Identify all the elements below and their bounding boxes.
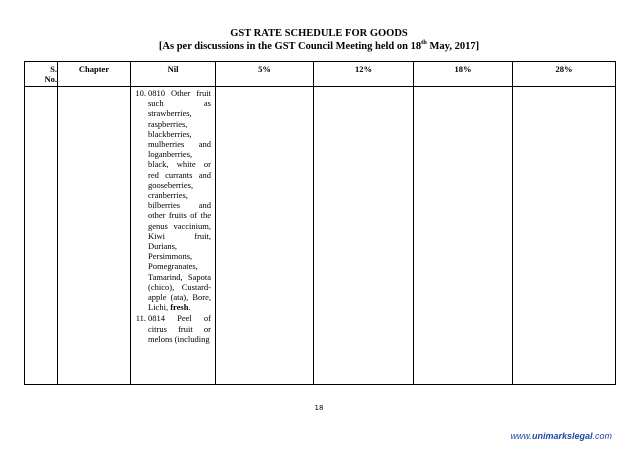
header-chapter: Chapter	[58, 62, 131, 87]
header-rate-28: 28%	[513, 62, 616, 87]
nil-item-text: 0814 Peel of citrus fruit or melons (including	[148, 313, 211, 344]
cell-rate-12	[314, 87, 414, 385]
header-nil: Nil	[131, 62, 216, 87]
cell-rate-28	[513, 87, 616, 385]
cell-chapter	[58, 87, 131, 385]
table-row	[25, 87, 616, 385]
header-sno: S. No.	[25, 62, 58, 87]
website-link[interactable]: www.unimarkslegal.com	[510, 431, 612, 441]
cell-rate-18	[414, 87, 513, 385]
table-header-row	[25, 62, 616, 87]
header-rate-18: 18%	[414, 62, 513, 87]
header-rate-5: 5%	[216, 62, 314, 87]
subtitle-prefix: [As per discussions in the GST Council Meeting held on 18	[158, 41, 422, 52]
gst-rate-table	[24, 61, 616, 385]
page-number: 18	[314, 404, 324, 412]
document-subtitle	[0, 41, 638, 53]
document-title: GST RATE SCHEDULE FOR GOODS	[230, 28, 408, 39]
header-rate-12: 12%	[314, 62, 414, 87]
nil-item-number: 10.	[135, 88, 146, 98]
nil-item-emphasis: fresh	[170, 302, 189, 313]
cell-nil	[131, 87, 216, 385]
nil-item	[131, 312, 215, 344]
cell-rate-5	[216, 87, 314, 385]
subtitle-ordinal: th	[421, 39, 427, 46]
nil-item	[131, 87, 215, 312]
cell-sno	[25, 87, 58, 385]
nil-item-text: 0810 Other fruit such as strawberries, raspberries, blackberries, mulberries and loganberries, black, white or red currants and gooseberries, cranberries, bilberries and other fruits of the genus vaccinium, Kiwi fruit, Durians, Persimmons, Pomegranates, Tamarind, Sapota (chico), Custard-apple (ata), Bore, Lichi, fresh.	[148, 88, 211, 313]
nil-item-number: 11.	[135, 313, 146, 324]
subtitle-suffix: May, 2017]	[426, 41, 480, 52]
